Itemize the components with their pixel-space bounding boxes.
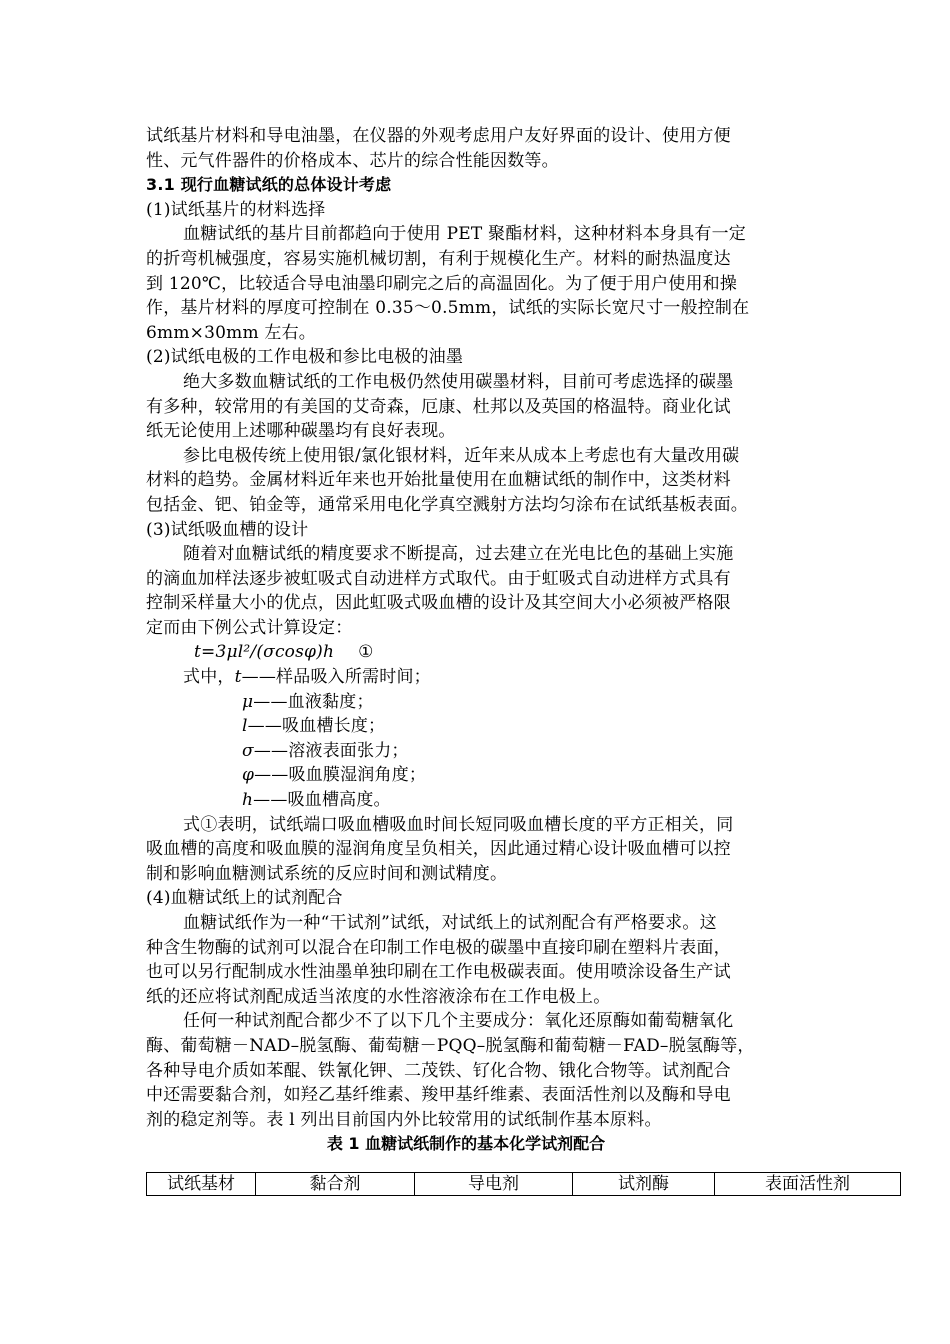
- text-line: 参比电极传统上使用银/氯化银材料，近年来从成本上考虑也有大量改用碳: [183, 445, 740, 466]
- reagent-table: [146, 1172, 901, 1196]
- formula-expression: t=3μl²/(σcosφ)h: [194, 642, 335, 663]
- text-line: 种含生物酶的试剂可以混合在印制工作电极的碳墨中直接印刷在塑料片表面，: [146, 937, 731, 958]
- text-line: 绝大多数血糖试纸的工作电极仍然使用碳墨材料，目前可考虑选择的碳墨: [183, 371, 734, 392]
- text-line: 6mm×30mm 左右。: [146, 322, 316, 343]
- subsection-heading: (3)试纸吸血槽的设计: [146, 519, 309, 540]
- text-line: 的折弯机械强度，容易实施机械切割，有利于规模化生产。材料的耐热温度达: [146, 248, 731, 269]
- text-line: 制和影响血糖测试系统的反应时间和测试精度。: [146, 863, 508, 884]
- definition-text: ——血液黏度；: [253, 691, 374, 712]
- text-line: 纸无论使用上述哪种碳墨均有良好表现。: [146, 421, 456, 442]
- table-header-cell: 试剂酶: [573, 1173, 715, 1196]
- text-line: 血糖试纸的基片目前都趋向于使用 PET 聚酯材料，这种材料本身具有一定: [183, 224, 746, 245]
- subsection-heading: (2)试纸电极的工作电极和参比电极的油墨: [146, 347, 464, 368]
- text-line: 有多种，较常用的有美国的艾奇森，厄康、杜邦以及英国的格温特。商业化试: [146, 396, 731, 417]
- text-line: 包括金、钯、铂金等，通常采用电化学真空溅射方法均匀涂布在试纸基板表面。: [146, 494, 748, 515]
- definition-prefix: 式中，: [183, 667, 235, 688]
- text-line: 各种导电介质如苯醌、铁氰化钾、二茂铁、钌化合物、锇化合物等。试剂配合: [146, 1060, 731, 1081]
- formula: [146, 640, 811, 665]
- definition-symbol: h: [242, 790, 254, 811]
- text-line: 纸的还应将试剂配成适当浓度的水性溶液涂布在工作电极上。: [146, 986, 611, 1007]
- text-line: 到 120℃，比较适合导电油墨印刷完之后的高温固化。为了便于用户使用和操: [146, 273, 738, 294]
- subsection-heading: (1)试纸基片的材料选择: [146, 199, 326, 220]
- document-body: [146, 124, 811, 1156]
- text-line: 的滴血加样法逐步被虹吸式自动进样方式取代。由于虹吸式自动进样方式具有: [146, 568, 731, 589]
- text-line: 吸血槽的高度和吸血膜的湿润角度呈负相关，因此通过精心设计吸血槽可以控: [146, 839, 731, 860]
- text-line: 酶、葡萄糖－NAD–脱氢酶、葡萄糖－PQQ–脱氢酶和葡萄糖－FAD–脱氢酶等，: [146, 1035, 755, 1056]
- definition-line: [146, 665, 811, 690]
- definition-symbol: φ: [242, 765, 255, 786]
- definition-line: [146, 763, 811, 788]
- definition-line: [146, 739, 811, 764]
- text-line: 随着对血糖试纸的精度要求不断提高，过去建立在光电比色的基础上实施: [183, 544, 734, 565]
- table-header-cell: 试纸基材: [147, 1173, 256, 1196]
- definition-symbol: t: [234, 667, 242, 688]
- text-line: 血糖试纸作为一种“干试剂”试纸，对试纸上的试剂配合有严格要求。这: [183, 913, 717, 933]
- definition-symbol: l: [242, 716, 248, 737]
- definition-text: ——吸血膜湿润角度；: [254, 765, 427, 786]
- definition-line: [146, 788, 811, 813]
- text-line: 控制采样量大小的优点，因此虹吸式吸血槽的设计及其空间大小必须被严格限: [146, 593, 731, 614]
- text-line: 性、元气件器件的价格成本、芯片的综合性能因数等。: [146, 150, 559, 171]
- text-line: 剂的稳定剂等。表 l 列出目前国内外比较常用的试纸制作基本原料。: [146, 1109, 662, 1130]
- text-line: 定而由下例公式计算设定：: [146, 617, 353, 638]
- text-line: 中还需要黏合剂，如羟乙基纤维素、羧甲基纤维素、表面活性剂以及酶和导电: [146, 1085, 731, 1106]
- text-line: 试纸基片材料和导电油墨，在仪器的外观考虑用户友好界面的设计、使用方便: [146, 126, 731, 146]
- definition-symbol: σ: [242, 740, 254, 761]
- definition-text: ——样品吸入所需时间；: [241, 667, 431, 688]
- definition-text: ——吸血槽高度。: [253, 790, 391, 811]
- text-line: 式①表明，试纸端口吸血槽吸血时间长短同吸血槽长度的平方正相关，同: [183, 814, 734, 835]
- text-line: 材料的趋势。金属材料近年来也开始批量使用在血糖试纸的制作中，这类材料: [146, 470, 731, 491]
- text-line: 作，基片材料的厚度可控制在 0.35～0.5mm，试纸的实际长宽尺寸一般控制在: [146, 298, 750, 319]
- section-heading: 3.1 现行血糖试纸的总体设计考虑: [146, 175, 392, 195]
- definition-symbol: μ: [242, 691, 254, 712]
- definition-text: ——溶液表面张力；: [253, 740, 409, 761]
- table-title: 表 1 血糖试纸制作的基本化学试剂配合: [326, 1134, 606, 1154]
- text-line: 也可以另行配制成水性油墨单独印刷在工作电极碳表面。使用喷涂设备生产试: [146, 962, 731, 983]
- definition-text: ——吸血槽长度；: [247, 716, 386, 737]
- subsection-heading: (4)血糖试纸上的试剂配合: [146, 888, 343, 909]
- table-header-cell: 表面活性剂: [715, 1173, 901, 1196]
- table-header-cell: 黏合剂: [256, 1173, 415, 1196]
- text-line: 任何一种试剂配合都少不了以下几个主要成分：氧化还原酶如葡萄糖氧化: [183, 1011, 734, 1032]
- definition-line: [146, 714, 811, 739]
- formula-number: ①: [358, 642, 374, 663]
- table-header-cell: 导电剂: [415, 1173, 573, 1196]
- definition-line: [146, 690, 811, 715]
- table-header-row: [147, 1173, 901, 1196]
